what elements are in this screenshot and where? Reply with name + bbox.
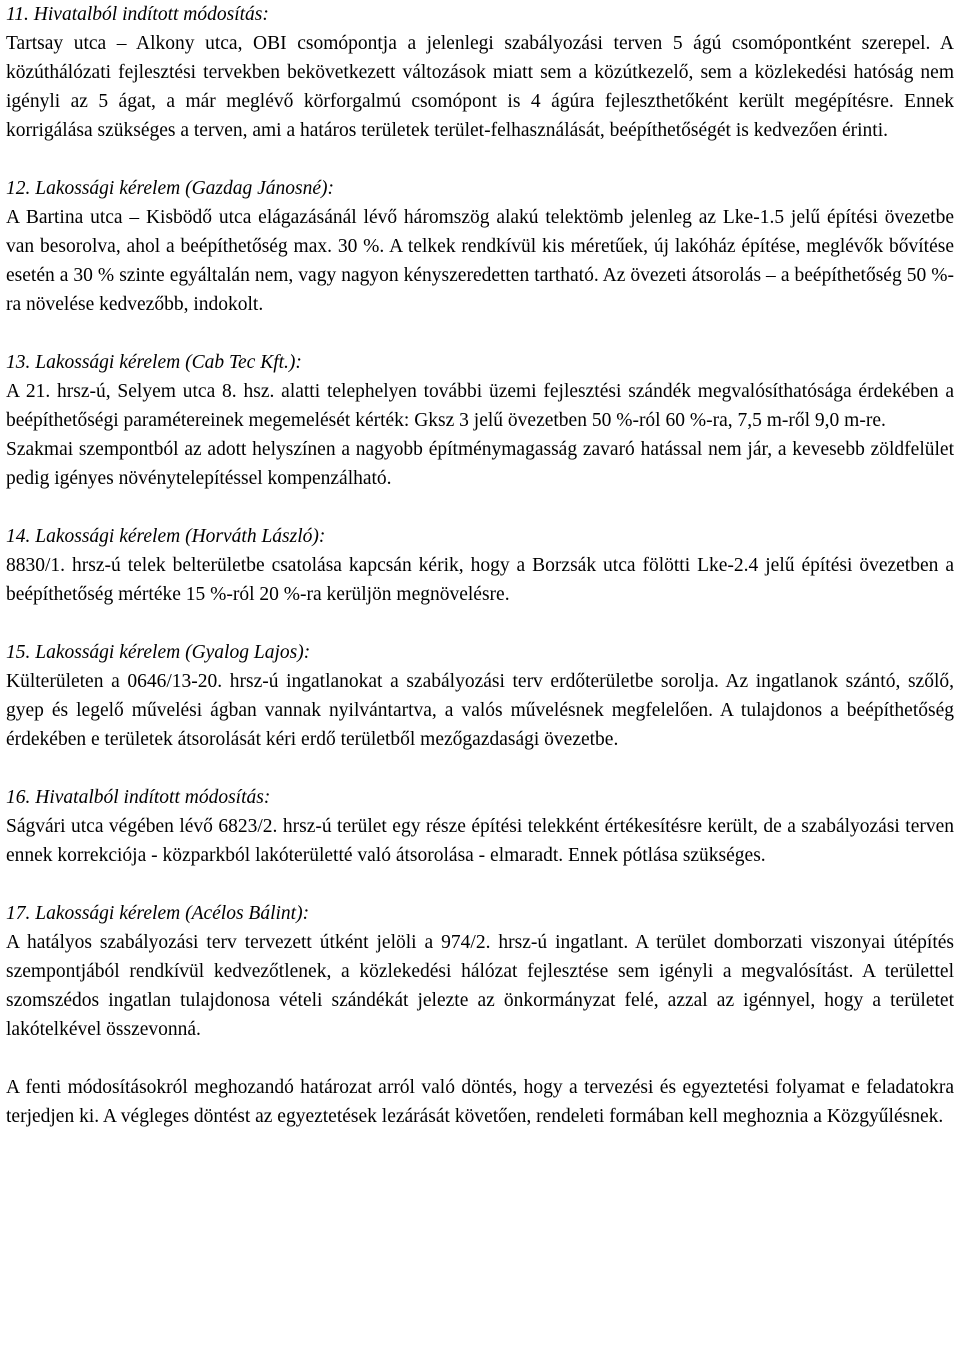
section-paragraph: A 21. hrsz-ú, Selyem utca 8. hsz. alatti telephelyen további üzemi fejlesztési szándék megvalósíthatósága érdekében a beépíthetőségi paramétereinek megemelését kérték: Gksz 3 jelű övezetben 50 %-ról 60 %-ra, 7,5 m-ről 9,0 m-re. [6, 381, 954, 431]
section-heading: 13. Lakossági kérelem (Cab Tec Kft.): [6, 352, 302, 373]
document-page [6, 0, 954, 1131]
section-paragraph: Külterületen a 0646/13-20. hrsz-ú ingatlanokat a szabályozási terv erdőterületbe sorolja. Az ingatlanok szántó, szőlő, gyep és legelő művelési ágban vannak nyilvántartva, a valós művelésnek megfelelően. A tulajdonos a beépíthetőség érdekében e területek átsorolását kéri erdő területből mezőgazdasági övezetbe. [6, 671, 954, 750]
section-12 [6, 174, 954, 319]
section-heading: 11. Hivatalból indított módosítás: [6, 4, 269, 25]
section-paragraph: Szakmai szempontból az adott helyszínen a nagyobb építménymagasság zavaró hatással nem jár, a kevesebb zöldfelület pedig igényes növénytelepítéssel kompenzálható. [6, 439, 954, 489]
section-heading: 17. Lakossági kérelem (Acélos Bálint): [6, 903, 310, 924]
section-heading: 14. Lakossági kérelem (Horváth László): [6, 526, 326, 547]
section-15 [6, 638, 954, 754]
section-14 [6, 522, 954, 609]
section-13 [6, 348, 954, 493]
section-heading: 12. Lakossági kérelem (Gazdag Jánosné): [6, 178, 335, 199]
section-paragraph: Ságvári utca végében lévő 6823/2. hrsz-ú terület egy része építési telekként értékesítésre került, de a szabályozási terven ennek korrekciója - közparkból lakóterületté való átsorolása - elmaradt. Ennek pótlása szükséges. [6, 816, 954, 866]
section-paragraph: A Bartina utca – Kisbödő utca elágazásánál lévő háromszög alakú telektömb jelenleg az Lke-1.5 jelű építési övezetbe van besorolva, ahol a beépíthetőség max. 30 %. A telkek rendkívül kis méretűek, új lakóház építése, meglévők bővítése esetén a 30 % szinte egyáltalán nem, vagy nagyon kényszeredetten tartható. Az övezeti átsorolás – a beépíthetőség 50 %-ra növelése kedvezőbb, indokolt. [6, 207, 954, 315]
section-16 [6, 783, 954, 870]
section-17 [6, 899, 954, 1044]
section-paragraph: A hatályos szabályozási terv tervezett útként jelöli a 974/2. hrsz-ú ingatlant. A terület domborzati viszonyai útépítés szempontjából rendkívül kedvezőtlenek, a közlekedési hálózat fejlesztése sem igényli a megvalósítást. A területtel szomszédos ingatlan tulajdonosa vételi szándékát jelezte az önkormányzat felé, azzal az igénnyel, hogy a területet lakótelkével összevonná. [6, 932, 954, 1040]
closing-paragraph: A fenti módosításokról meghozandó határozat arról való döntés, hogy a tervezési és egyeztetési folyamat e feladatokra terjedjen ki. A végleges döntést az egyeztetések lezárását követően, rendeleti formában kell meghoznia a Közgyűlésnek. [6, 1077, 954, 1127]
section-heading: 16. Hivatalból indított módosítás: [6, 787, 271, 808]
section-11 [6, 0, 954, 145]
closing-section [6, 1073, 954, 1131]
section-heading: 15. Lakossági kérelem (Gyalog Lajos): [6, 642, 311, 663]
section-paragraph: Tartsay utca – Alkony utca, OBI csomópontja a jelenlegi szabályozási terven 5 ágú csomópontként szerepel. A közúthálózati fejlesztési tervekben bekövetkezett változások miatt sem a közútkezelő, sem a közlekedési hatóság nem igényli az 5 ágat, a már meglévő körforgalmú csomópont is 4 ágúra fejleszthetőként került megépítésre. Ennek korrigálása szükséges a terven, ami a határos területek terület-felhasználását, beépíthetőségét is kedvezően érinti. [6, 33, 954, 141]
section-paragraph: 8830/1. hrsz-ú telek belterületbe csatolása kapcsán kérik, hogy a Borzsák utca fölötti Lke-2.4 jelű építési övezetben a beépíthetőség mértéke 15 %-ról 20 %-ra kerüljön megnövelésre. [6, 555, 954, 605]
